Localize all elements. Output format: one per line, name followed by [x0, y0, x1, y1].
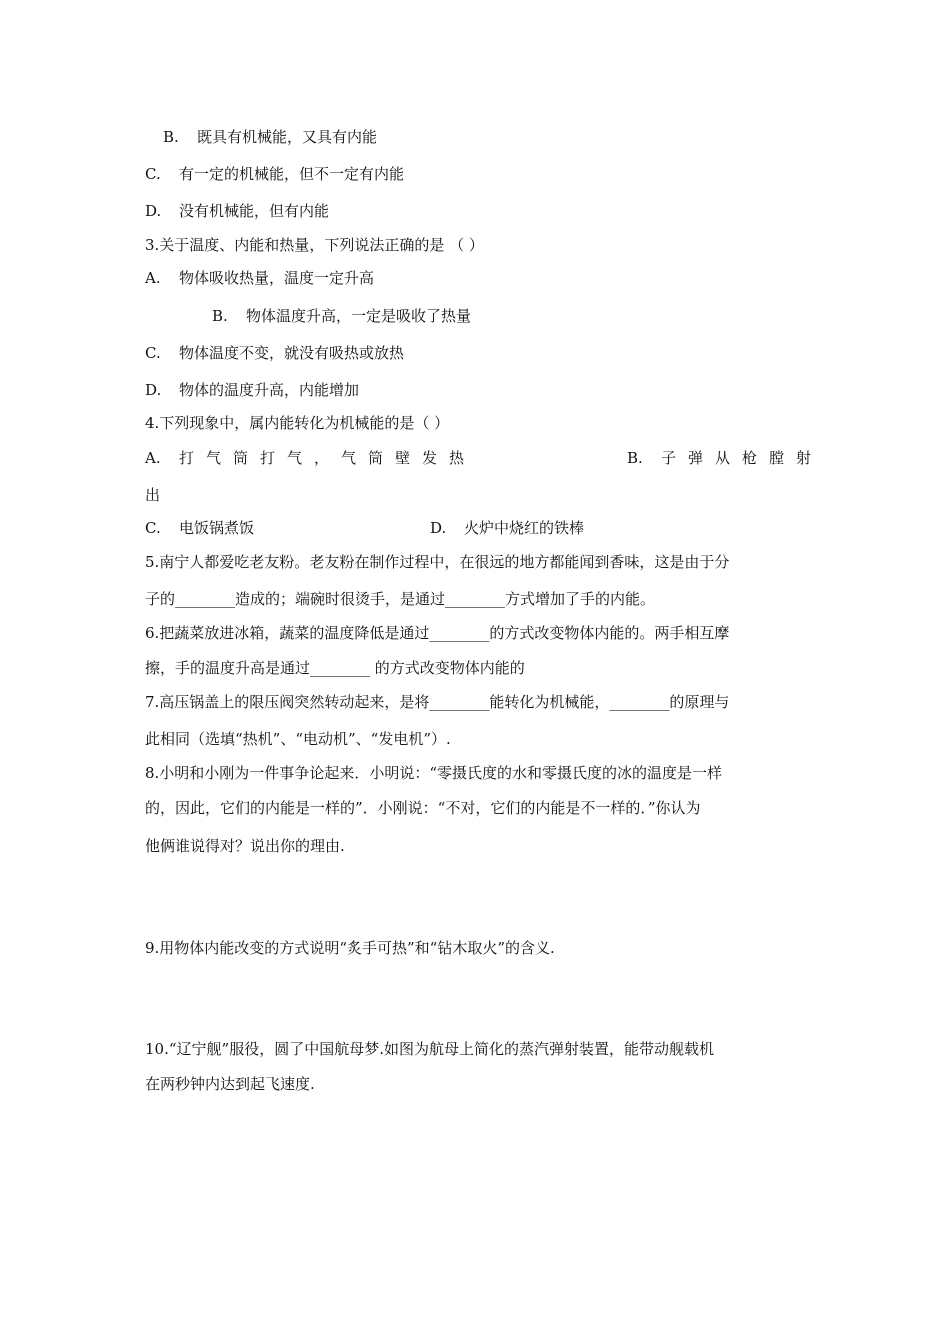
q3-stem: 3.关于温度、内能和热量，下列说法正确的是 （ ）	[145, 236, 484, 254]
q4-option-d: D. 火炉中烧红的铁棒	[430, 519, 585, 537]
q4-option-c: C. 电饭锅煮饭	[145, 519, 255, 537]
q8-line-1: 8.小明和小刚为一件事争论起来．小明说：“零摄氏度的水和零摄氏度的冰的温度是一样	[145, 764, 722, 782]
q4-stem: 4.下列现象中，属内能转化为机械能的是（ ）	[145, 414, 450, 432]
q8-line-3: 他俩谁说得对？说出你的理由.	[145, 837, 345, 855]
q7-line-1: 7.高压锅盖上的限压阀突然转动起来，是将________能转化为机械能，________的原理与	[145, 693, 730, 711]
q3-option-c: C. 物体温度不变，就没有吸热或放热	[145, 344, 405, 362]
q3-option-d: D. 物体的温度升高，内能增加	[145, 381, 360, 399]
q6-line-2: 擦，手的温度升高是通过________ 的方式改变物体内能的	[145, 659, 525, 677]
q4-option-a: A. 打气筒打气，气筒壁发热	[145, 449, 477, 467]
q5-line-1: 5.南宁人都爱吃老友粉。老友粉在制作过程中，在很远的地方都能闻到香味，这是由于分	[145, 553, 730, 571]
q2-option-d: D. 没有机械能，但有内能	[145, 202, 330, 220]
q2-option-c: C. 有一定的机械能，但不一定有内能	[145, 165, 405, 183]
q10-line-1: 10.“辽宁舰”服役，圆了中国航母梦.如图为航母上简化的蒸汽弹射装置，能带动舰载机	[145, 1040, 714, 1058]
q2-option-b: B. 既具有机械能，又具有内能	[163, 128, 378, 146]
q8-line-2: 的，因此，它们的内能是一样的”．小刚说：“不对，它们的内能是不一样的．”你认为	[145, 799, 701, 817]
q3-option-a: A. 物体吸收热量，温度一定升高	[145, 269, 375, 287]
q5-line-2: 子的________造成的；端碗时很烫手，是通过________方式增加了手的内能。	[145, 590, 656, 608]
q7-line-2: 此相同（选填“热机”、“电动机”、“发电机”）.	[145, 730, 451, 748]
q6-line-1: 6.把蔬菜放进冰箱，蔬菜的温度降低是通过________的方式改变物体内能的。两手相互摩	[145, 624, 730, 642]
q10-line-2: 在两秒钟内达到起飞速度.	[145, 1075, 315, 1093]
q9-line-1: 9.用物体内能改变的方式说明“炙手可热”和“钻木取火”的含义.	[145, 939, 555, 957]
q4-option-b-wrap: 出	[145, 486, 161, 504]
q4-option-b: B. 子弹从枪膛射	[627, 449, 824, 467]
q3-option-b: B. 物体温度升高，一定是吸收了热量	[212, 307, 472, 325]
